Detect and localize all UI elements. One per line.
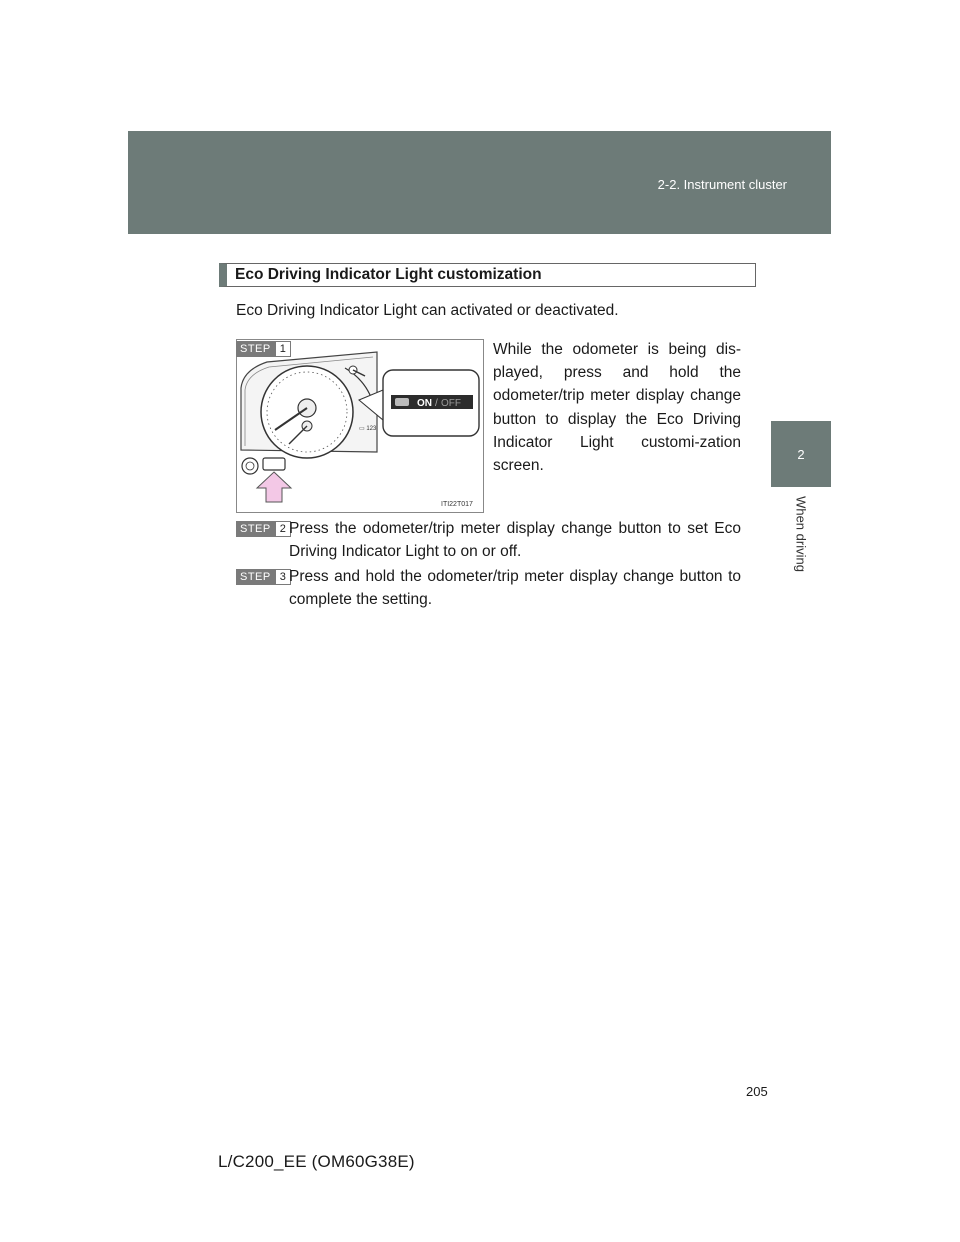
- step-3-text: Press and hold the odometer/trip meter display change button to complete the setting.: [289, 568, 741, 609]
- step-number: 1: [275, 341, 291, 357]
- step-label: STEP: [236, 521, 275, 537]
- eco-icon: [395, 398, 409, 406]
- instrument-cluster-figure: [236, 339, 484, 513]
- odo-trip-button: [263, 458, 285, 470]
- press-arrow-icon: [257, 472, 291, 502]
- intro-text: Eco Driving Indicator Light can activated or deactivated.: [236, 302, 619, 319]
- step-2-badge: [236, 521, 291, 537]
- section-heading: Eco Driving Indicator Light customization: [219, 263, 756, 287]
- model-code: L/C200_EE (OM60G38E): [218, 1152, 415, 1171]
- page-number: 205: [746, 1084, 768, 1099]
- chapter-label: When driving: [793, 496, 809, 572]
- step-number: 3: [275, 569, 291, 585]
- chapter-number: 2: [797, 446, 805, 462]
- step-3-badge: [236, 569, 291, 585]
- chapter-tab: [771, 421, 831, 487]
- display-off: OFF: [441, 398, 461, 409]
- step-label: STEP: [236, 341, 275, 357]
- step-1-text: While the odometer is being dis-played, press and hold the odometer/trip meter display change button to display the Eco Driving Indicator Light customi-zation screen.: [493, 341, 741, 475]
- step-2-text: Press the odometer/trip meter display change button to set Eco Driving Indicator Light to on or off.: [289, 520, 741, 561]
- display-on: ON: [417, 398, 432, 409]
- step-label: STEP: [236, 569, 275, 585]
- step-number: 2: [275, 521, 291, 537]
- cluster-illustration: [237, 340, 483, 512]
- knob-icon: [242, 458, 258, 474]
- step-1-badge: [236, 341, 291, 357]
- display-sep: /: [435, 398, 438, 409]
- figure-code: ITI22T017: [441, 501, 473, 508]
- header-band: [128, 131, 831, 234]
- header-section-title: 2-2. Instrument cluster: [657, 177, 787, 192]
- odometer-mini: ▭ 123: [359, 426, 377, 432]
